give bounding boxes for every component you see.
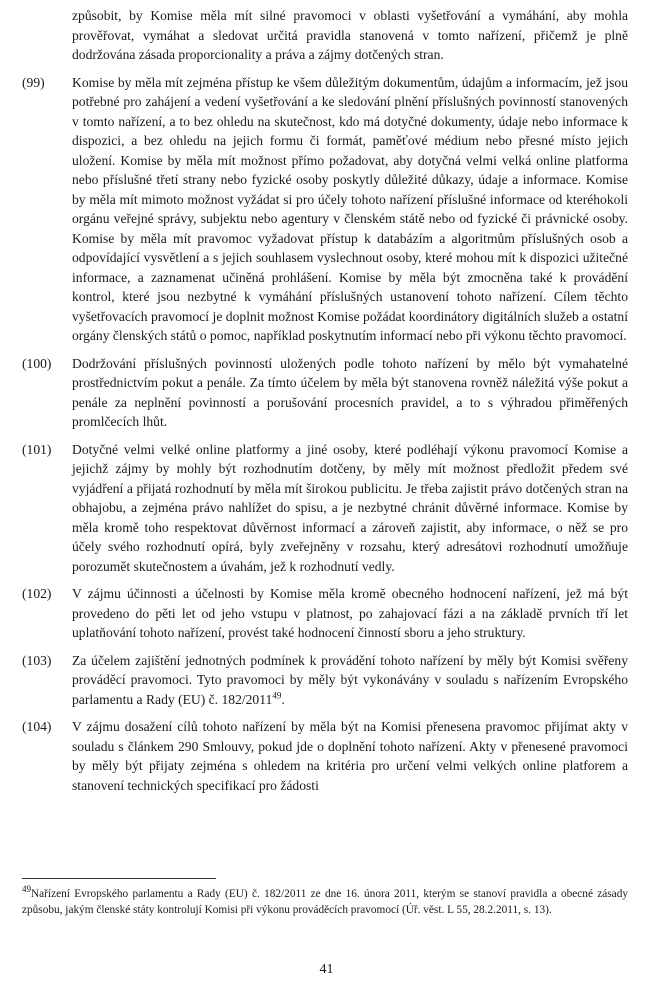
paragraph-continuation: způsobit, by Komise měla mít silné pravomoci v oblasti vyšetřování a vymáhání, aby mohla prověřovat, vymáhat a sledovat určitá pravidla stanovená v tomto nařízení, přičemž je plně dodržována zásada proporcionality a práva a zájmy dotčených stran. (72, 8, 628, 62)
page-number: 41 (319, 962, 334, 977)
recital-101 (22, 440, 628, 577)
recital-number: (100) (22, 355, 52, 371)
recital-text-tail: . (281, 691, 285, 707)
recital-text: Komise by měla mít zejména přístup ke všem důležitým dokumentům, údajům a informacím, jež jsou potřebné pro zahájení a vedení vyšetřování a ke sledování plnění příslušných povinností stanovených v tomto nařízení, a to bez ohledu na skutečnost, kdo má dotyčné dokumenty, údaje nebo informace k dispozici, a bez ohledu na jejich formu či formát, paměťové médium nebo přesné místo jejich uložení. Komise by měla mít možnost přímo požadovat, aby dotyčná velmi velká online platforma nebo příslušné třetí strany nebo fyzické osoby poskytly důležité důkazy, údaje a informace. Komise by měla mít mimoto možnost vyžádat si pro účely tohoto nařízení příslušné informace od kteréhokoli orgánu veřejné správy, subjektu nebo agentury v členském státě nebo od fyzické či právnické osoby. Komise by měla mít pravomoc vyžadovat přístup k databázím a algoritmům příslušných osob a odpovídající vysvětlení a s jejich souhlasem vyslechnout osoby, které mohou mít k dispozici užitečné informace, a zaznamenat učiněná prohlášení. Komise by měla být zmocněna také k provádění kontrol, které jsou nezbytné k vymáhání příslušných ustanovení tohoto nařízení. Cílem těchto vyšetřovacích pravomocí je doplnit možnost Komise požádat koordinátory digitálních služeb a ostatní orgány členských států o pomoc, například poskytnutím informací nebo při výkonu těchto pravomocí. (72, 74, 628, 343)
recital-number: (101) (22, 441, 52, 457)
recital-number: (99) (22, 74, 45, 90)
recital-text: V zájmu dosažení cílů tohoto nařízení by měla být na Komisi přenesena pravomoc přijímat akty v souladu s článkem 290 Smlouvy, pokud jde o doplnění tohoto nařízení. Akty v přenesené pravomoci by měly být přijaty zejména s ohledem na kritéria pro určení velmi velkých online platforem a stanovení technických specifikací pro žádosti (72, 719, 628, 793)
recital-number: (103) (22, 652, 52, 668)
recital-text: Dotyčné velmi velké online platformy a jiné osoby, které podléhají výkonu pravomocí Komise a jejichž zájmy by mohly být rozhodnutím dotčeny, by měly mít možnost předložit předem své vyjádření a přijatá rozhodnutí by měla mít širokou publicitu. Je třeba zajistit právo dotčených stran na obhajobu, a zejména právo nahlížet do spisu, a je nezbytné chránit důvěrné informace. Komise by měla kromě toho respektovat důvěrnost informací a zároveň zajistit, aby informace, o něž se pro účely svého rozhodnutí opírá, byly zveřejněny v rozsahu, který adresátovi rozhodnutí umožňuje porozumět skutečnostem a úvahám, jež k rozhodnutí vedly. (72, 441, 628, 574)
recital-number: (102) (22, 586, 52, 601)
recital-text: Dodržování příslušných povinností uložených podle tohoto nařízení by mělo být vymahatelné prostřednictvím pokut a penále. Za tímto účelem by měla být stanovena rovněž náležitá výše pokut a penále za neplnění povinností a porušování procesních pravidel, a to s výhradou přiměřených promlčecích lhůt. (72, 355, 628, 429)
recital-100 (22, 354, 628, 432)
document-page (22, 6, 628, 803)
footnote (22, 884, 628, 918)
footnote-separator (22, 878, 216, 879)
footnote-mark: 49 (22, 884, 31, 895)
recital-99 (22, 73, 628, 346)
footnote-text: Nařízení Evropského parlamentu a Rady (EU) č. 182/2011 ze dne 16. února 2011, kterým se stanoví pravidla a obecné zásady způsobu, jakým členské státy kontrolují Komisi při výkonu prováděcích pravomocí (Úř. věst. L 55, 28.2.2011, s. 13). (22, 888, 628, 916)
recital-text: Za účelem zajištění jednotných podmínek k provádění tohoto nařízení by měly být Komisi svěřeny prováděcí pravomoci. Tyto pravomoci by měly být vykonávány v souladu s nařízením Evropského parlamentu a Rady (EU) č. 182/2011 (72, 652, 628, 707)
recital-text: V zájmu účinnosti a účelnosti by Komise měla kromě obecného hodnocení nařízení, jež má být provedeno do pěti let od jeho vstupu v platnost, po zahajovací fázi a na základě prvních tří let uplatňování tohoto nařízení, provést také hodnocení činností sboru a jeho struktury. (72, 586, 628, 640)
recital-102 (22, 584, 628, 643)
recital-number: (104) (22, 719, 52, 734)
recital-104 (22, 717, 628, 795)
footnote-reference[interactable]: 49 (272, 689, 282, 700)
recital-103 (22, 651, 628, 710)
